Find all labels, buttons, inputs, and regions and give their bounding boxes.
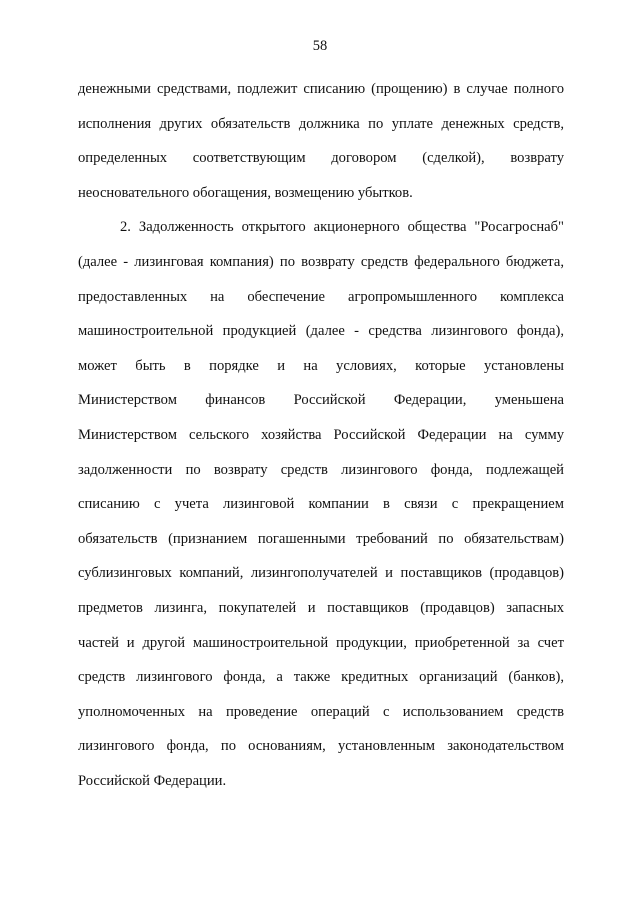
text-line: средств лизингового фонда, а также кредитных организаций (банков), xyxy=(78,669,564,686)
text-line: частей и другой машиностроительной продукции, приобретенной за счет xyxy=(78,634,564,651)
text-line: (далее - лизинговая компания) по возврату средств федерального бюджета, xyxy=(78,253,564,270)
text-line: предметов лизинга, покупателей и поставщиков (продавцов) запасных xyxy=(78,599,564,616)
text-line: Министерством сельского хозяйства Российской Федерации на сумму xyxy=(78,426,564,443)
paragraph-1 xyxy=(78,72,564,210)
text-line: списанию с учета лизинговой компании в связи с прекращением xyxy=(78,496,564,513)
text-line: лизингового фонда, по основаниям, установленным законодательством xyxy=(78,738,564,755)
text-line: Министерством финансов Российской Федерации, уменьшена xyxy=(78,392,564,409)
text-line: задолженности по возврату средств лизингового фонда, подлежащей xyxy=(78,461,564,478)
text-line: предоставленных на обеспечение агропромышленного комплекса xyxy=(78,288,564,305)
document-body xyxy=(78,72,564,798)
text-line: определенных соответствующим договором (сделкой), возврату xyxy=(78,150,564,167)
text-line: уполномоченных на проведение операций с использованием средств xyxy=(78,703,564,720)
text-line: сублизинговых компаний, лизингополучателей и поставщиков (продавцов) xyxy=(78,565,564,582)
text-line: исполнения других обязательств должника по уплате денежных средств, xyxy=(78,115,564,132)
text-line: машиностроительной продукцией (далее - средства лизингового фонда), xyxy=(78,323,564,340)
text-line: 2. Задолженность открытого акционерного общества "Росагроснаб" xyxy=(120,219,564,236)
paragraph-2 xyxy=(78,210,564,798)
text-line: обязательств (признанием погашенными требований по обязательствам) xyxy=(78,530,564,547)
text-line: может быть в порядке и на условиях, которые установлены xyxy=(78,357,564,374)
text-line: неосновательного обогащения, возмещению убытков. xyxy=(78,184,413,201)
text-line: денежными средствами, подлежит списанию (прощению) в случае полного xyxy=(78,81,564,97)
page-number: 58 xyxy=(312,38,328,54)
text-line: Российской Федерации. xyxy=(78,772,227,789)
